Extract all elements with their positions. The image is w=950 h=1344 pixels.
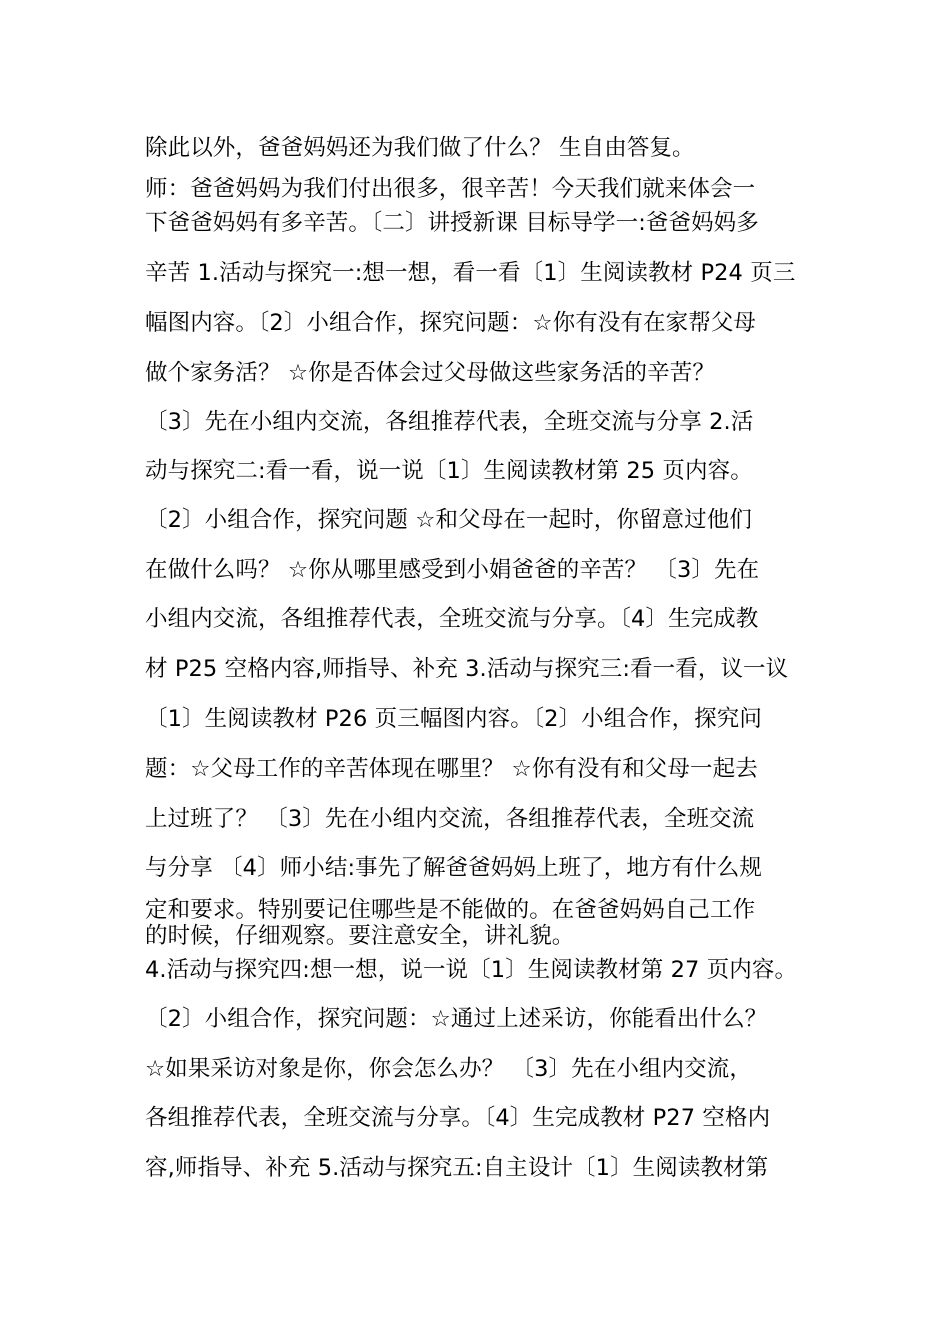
text-line: ☆如果采访对象是你，你会怎么办？ 〔3〕先在小组内交流， — [145, 1056, 752, 1082]
text-line: 辛苦 1.活动与探究一:想一想，看一看〔1〕生阅读教材 P24 页三 — [145, 260, 796, 286]
text-line: 容,师指导、补充 5.活动与探究五:自主设计〔1〕生阅读教材第 — [145, 1155, 769, 1181]
text-line: 的时候，仔细观察。要注意安全，讲礼貌。 — [145, 923, 575, 949]
text-line: 4.活动与探究四:想一想，说一说〔1〕生阅读教材第 27 页内容。 — [145, 957, 798, 983]
text-line: 下爸爸妈妈有多辛苦。〔二〕讲授新课 目标导学一:爸爸妈妈多 — [145, 210, 759, 236]
text-line: 题：☆父母工作的辛苦体现在哪里？ ☆你有没有和父母一起去 — [145, 756, 758, 782]
text-line: 〔2〕小组合作，探究问题 ☆和父母在一起时，你留意过他们 — [145, 507, 752, 533]
text-line: 〔2〕小组合作，探究问题：☆通过上述采访，你能看出什么？ — [145, 1006, 768, 1032]
text-line: 小组内交流，各组推荐代表，全班交流与分享。〔4〕生完成教 — [145, 606, 759, 632]
text-line: 幅图内容。〔2〕小组合作，探究问题：☆你有没有在家帮父母 — [145, 310, 757, 336]
text-line: 上过班了？ 〔3〕先在小组内交流，各组推荐代表，全班交流 — [145, 806, 755, 832]
text-line: 〔1〕生阅读教材 P26 页三幅图内容。〔2〕小组合作，探究问 — [145, 706, 762, 732]
text-line: 做个家务活？ ☆你是否体会过父母做这些家务活的辛苦？ — [145, 360, 715, 386]
text-line: 材 P25 空格内容,师指导、补充 3.活动与探究三:看一看，议一议 — [145, 656, 789, 682]
text-line: 动与探究二:看一看，说一说〔1〕生阅读教材第 25 页内容。 — [145, 458, 753, 484]
text-line: 〔3〕先在小组内交流，各组推荐代表，全班交流与分享 2.活 — [145, 409, 754, 435]
text-line: 定和要求。特别要记住哪些是不能做的。在爸爸妈妈自己工作 — [145, 897, 756, 923]
text-line: 在做什么吗？ ☆你从哪里感受到小娟爸爸的辛苦？ 〔3〕先在 — [145, 557, 760, 583]
text-line: 与分享 〔4〕师小结:事先了解爸爸妈妈上班了，地方有什么规 — [145, 855, 762, 881]
text-line: 各组推荐代表，全班交流与分享。〔4〕生完成教材 P27 空格内 — [145, 1105, 771, 1131]
text-line: 师：爸爸妈妈为我们付出很多，很辛苦！今天我们就来体会一 — [145, 176, 756, 202]
text-line: 除此以外，爸爸妈妈还为我们做了什么？ 生自由答复。 — [145, 135, 695, 161]
